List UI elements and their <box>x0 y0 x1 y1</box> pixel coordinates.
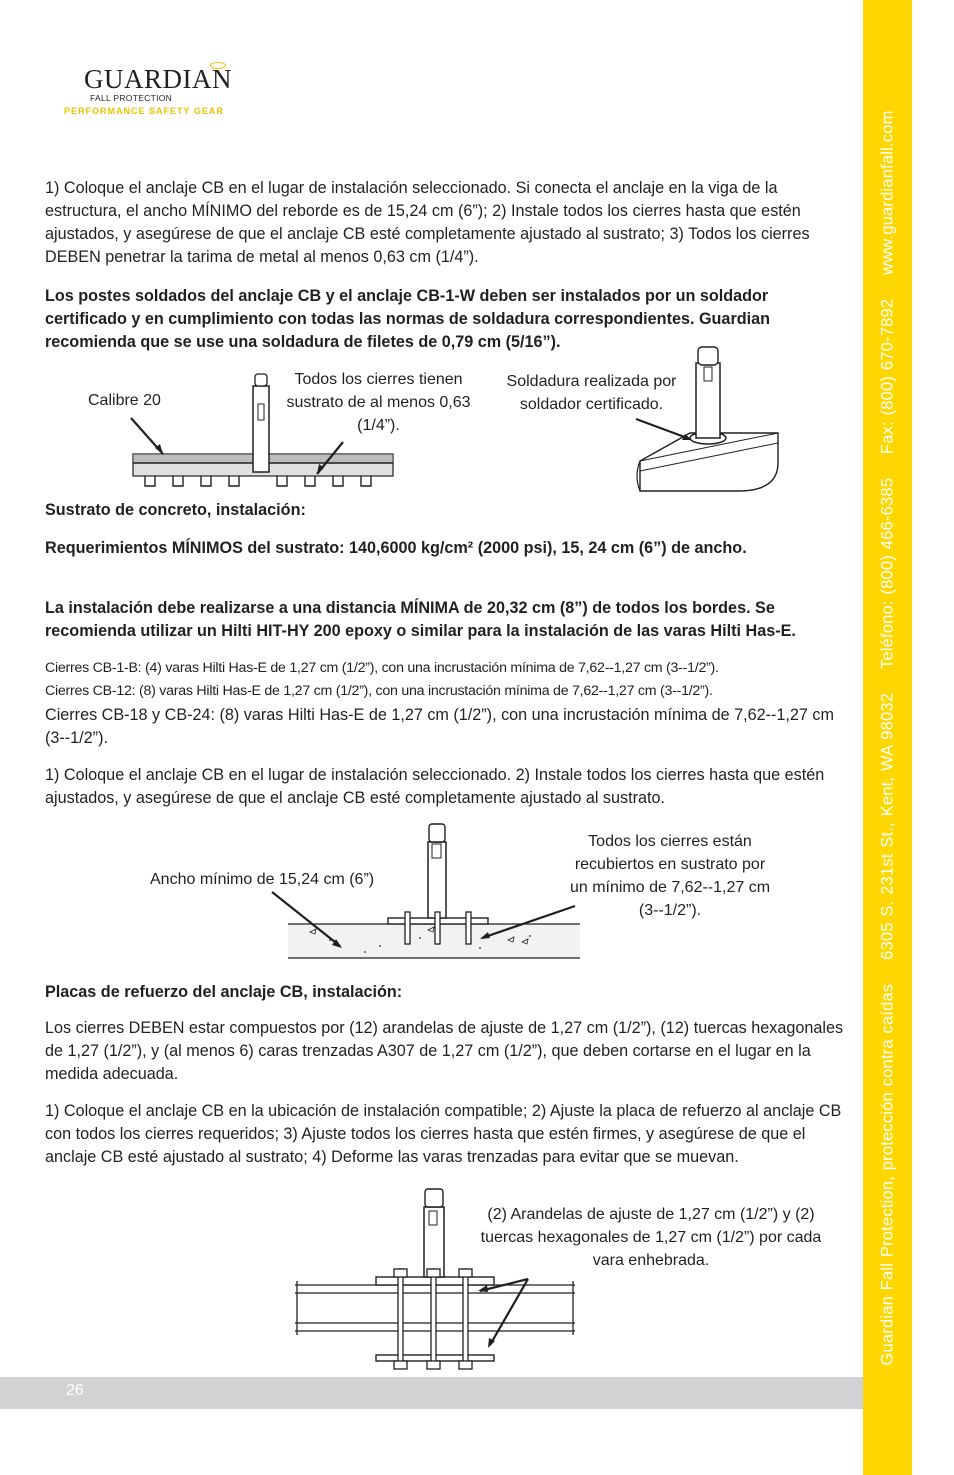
logo-tagline: PERFORMANCE SAFETY GEAR <box>64 106 224 116</box>
concrete-figure <box>270 820 585 962</box>
footer-bar <box>0 1377 863 1409</box>
weld-label: Soldadura realizada por soldador certificado. <box>506 373 677 413</box>
company-name: Guardian Fall Protection, protección contra caídas <box>878 983 896 1366</box>
concrete-steps: 1) Coloque el anclaje CB en el lugar de instalación seleccionado. 2) Instale todos los cierres hasta que estén ajustados, y asegúrese de que el anclaje CB esté completamente ajustado al sustrato. <box>45 766 825 807</box>
company-fax: Fax: (800) 670-7892 <box>878 298 896 454</box>
welding-note: Los postes soldados del anclaje CB y el anclaje CB-1-W deben ser instalados por un soldador certificado y en cumplimiento con todas las normas de soldadura correspondientes. Guardian recomienda que se use una soldadura de filetes de 0,79 cm (5/16”). <box>45 287 771 351</box>
page-number: 26 <box>66 1382 84 1399</box>
guardian-logo <box>64 62 234 122</box>
sidebar-text <box>878 101 897 1374</box>
logo-wordmark: GUARDIAN <box>84 64 232 94</box>
plates-steps: 1) Coloque el anclaje CB en la ubicación de instalación compatible; 2) Ajuste la placa de refuerzo al anclaje CB con todos los cierres requeridos; 3) Ajuste todos los cierres hasta que estén firmes, y asegúrese de que el anclaje CB esté ajustado al sustrato; 4) Deforme las varas trenzadas para evitar que se muevan. <box>45 1102 842 1166</box>
halo-icon <box>210 62 226 69</box>
substrate-requirements: Requerimientos MÍNIMOS del sustrato: 140,6000 kg/cm² (2000 psi), 15, 24 cm (6”) de ancho. <box>45 539 747 557</box>
plates-fasteners: Los cierres DEBEN estar compuestos por (12) arandelas de ajuste de 1,27 cm (1/2”), (12) tuercas hexagonales de 1,27 (1/2”), y (al menos 6) caras trenzadas A307 de 1,27 cm (1/2”), que deben cortarse en el lugar en la medida adecuada. <box>45 1019 844 1083</box>
plates-heading: Placas de refuerzo del anclaje CB, instalación: <box>45 983 403 1001</box>
logo-subtitle: FALL PROTECTION <box>90 93 173 103</box>
company-website[interactable]: www.guardianfall.com <box>878 109 896 275</box>
washers-label: (2) Arandelas de ajuste de 1,27 cm (1/2”) y (2) tuercas hexagonales de 1,27 cm (1/2”) por cada vara enhebrada. <box>480 1206 822 1269</box>
edge-distance-note: La instalación debe realizarse a una distancia MÍNIMA de 20,32 cm (8”) de todos los bordes. Se recomienda utilizar un Hilti HIT-HY 200 epoxy o similar para la instalación de las varas Hilti Has-E. <box>45 599 796 640</box>
concrete-heading: Sustrato de concreto, instalación: <box>45 501 306 519</box>
welded-post-figure <box>630 343 790 493</box>
fastener-min-label: Todos los cierres tienen sustrato de al menos 0,63 (1/4”). <box>286 371 471 434</box>
cb12-fasteners: Cierres CB-12: (8) varas Hilti Has-E de 1,27 cm (1/2”), con una incrustación mínima de 7,62--1,27 cm (3--1/2”). <box>45 683 713 699</box>
embedded-label: Todos los cierres están recubiertos en sustrato por un mínimo de 7,62--1,27 cm (3--1/2”). <box>569 833 771 919</box>
cb18-cb24-fasteners: Cierres CB-18 y CB-24: (8) varas Hilti Has-E de 1,27 cm (1/2”), con una incrustación mínima de 7,62--1,27 cm (3--1/2”). <box>45 706 834 747</box>
company-address: 6305 S. 231st St., Kent, WA 98032 <box>878 692 896 960</box>
intro-steps: 1) Coloque el anclaje CB en el lugar de instalación seleccionado. Si conecta el anclaje en la viga de la estructura, el ancho MÍNIMO del reborde es de 15,24 cm (6”); 2) Instale todos los cierres hasta que estén ajustados, y asegúrese de que el anclaje CB esté completamente ajustado al sustrato; 3) Todos los cierres DEBEN penetrar la tarima de metal al menos 0,63 cm (1/4”). <box>45 179 810 266</box>
min-width-label: Ancho mínimo de 15,24 cm (6”) <box>150 871 375 888</box>
company-phone: Teléfono: (800) 466-6385 <box>878 477 896 669</box>
contact-sidebar <box>863 0 912 1475</box>
cb1b-fasteners: Cierres CB-1-B: (4) varas Hilti Has-E de 1,27 cm (1/2”), con una incrustación mínima de 7,62--1,27 cm (3--1/2”). <box>45 660 719 676</box>
gauge-label: Calibre 20 <box>88 392 161 409</box>
